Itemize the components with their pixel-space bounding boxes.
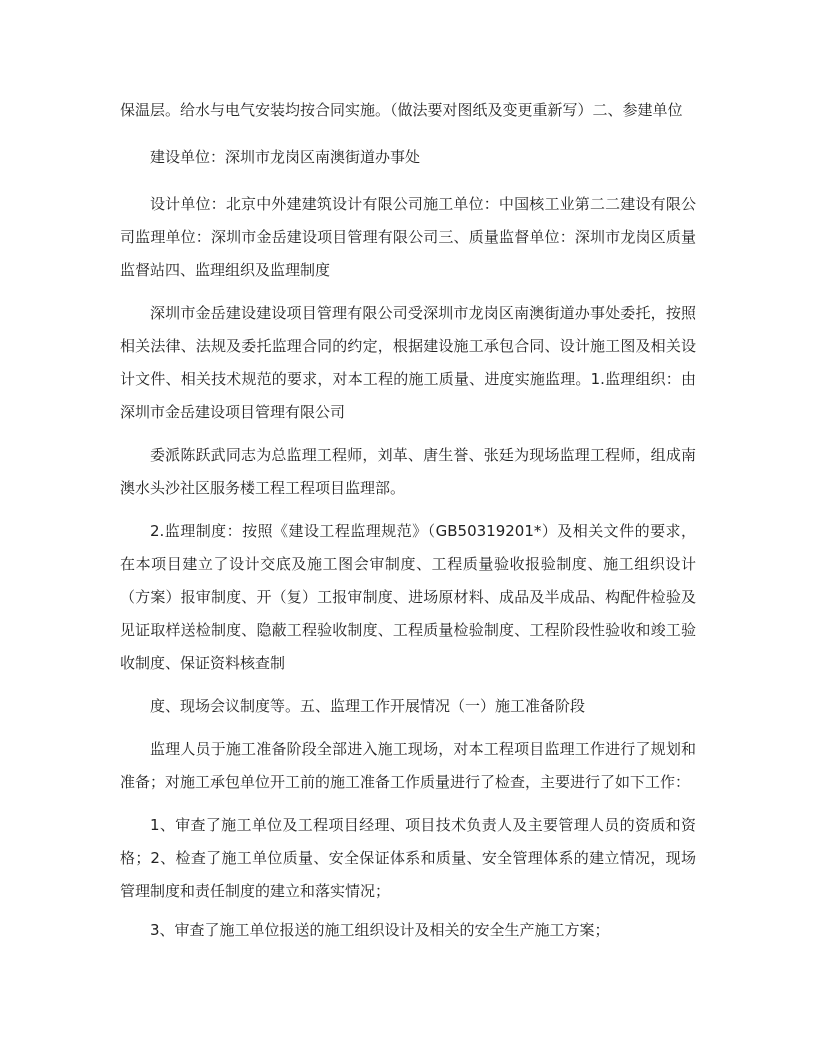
paragraph-work-status-heading: 度、现场会议制度等。五、监理工作开展情况（一）施工准备阶段 (150, 697, 586, 715)
paragraph-preparation-stage: 监理人员于施工准备阶段全部进入施工现场，对本工程项目监理工作进行了规划和准备；对施工承包单位开工前的施工准备工作质量进行了检查，主要进行了如下工作： (120, 740, 696, 791)
paragraph-supervision-system: 2.监理制度：按照《建设工程监理规范》（GB50319201*）及相关文件的要求，在本项目建立了设计交底及施工图会审制度、工程质量验收报验制度、施工组织设计（方案）报审制度、开（复）工报审制度、进场原材料、成品及半成品、构配件检验及见证取样送检制度、隐蔽工程验收制度、工程质量检验制度、工程阶段性验收和竣工验收制度、保证资料核查制 (120, 522, 696, 672)
paragraph-supervision-organization: 深圳市金岳建设建设项目管理有限公司受深圳市龙岗区南澳街道办事处委托，按照相关法律、法规及委托监理合同的约定，根据建设施工承包合同、设计施工图及相关设计文件、相关技术规范的要求，对本工程的施工质量、进度实施监理。1.监理组织：由深圳市金岳建设项目管理有限公司 (120, 304, 696, 421)
paragraph-design-construction-supervision-units: 设计单位：北京中外建建筑设计有限公司施工单位：中国核工业第二二建设有限公司监理单位：深圳市金岳建设项目管理有限公司三、质量监督单位：深圳市龙岗区质量监督站四、监理组织及监理制度 (120, 195, 696, 279)
paragraph-construction-unit: 建设单位：深圳市龙岗区南澳街道办事处 (150, 148, 421, 166)
paragraph-work-items-1-2: 1、审查了施工单位及工程项目经理、项目技术负责人及主要管理人员的资质和资格；2、检查了施工单位质量、安全保证体系和质量、安全管理体系的建立情况，现场管理制度和责任制度的建立和落实情况； (120, 816, 696, 900)
paragraph-supervision-staff: 委派陈跃武同志为总监理工程师，刘革、唐生誉、张廷为现场监理工程师，组成南澳水头沙社区服务楼工程工程项目监理部。 (120, 446, 696, 497)
document-body (120, 94, 696, 947)
paragraph-work-item-3: 3、审查了施工单位报送的施工组织设计及相关的安全生产施工方案； (150, 921, 610, 939)
paragraph-participating-units-intro: 保温层。给水与电气安装均按合同实施。（做法要对图纸及变更重新写）二、参建单位 (120, 101, 683, 119)
